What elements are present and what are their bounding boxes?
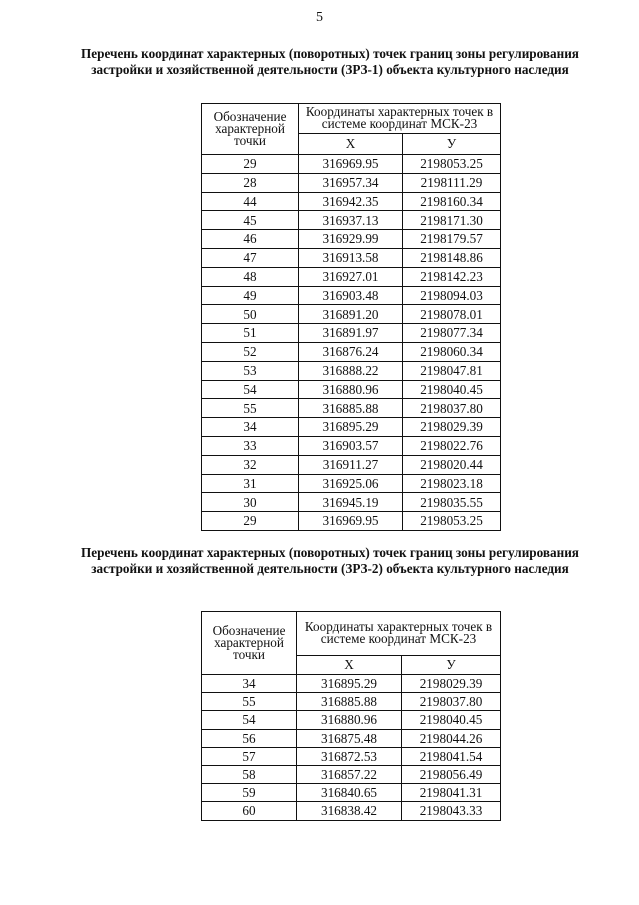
point-id-cell: 54 — [202, 380, 299, 399]
table-row — [202, 747, 501, 765]
point-id-cell: 32 — [202, 455, 299, 474]
x-coordinate-cell: 316969.95 — [299, 512, 403, 531]
coordinates-table-zrz2 — [201, 611, 501, 821]
x-coordinate-cell: 316857.22 — [297, 765, 402, 783]
table-row — [202, 693, 501, 711]
table-row — [202, 765, 501, 783]
table-row — [202, 173, 501, 192]
point-id-cell: 54 — [202, 711, 297, 729]
point-id-cell: 55 — [202, 693, 297, 711]
section-title-zrz2: Перечень координат характерных (поворотных) точек границ зоны регулирования застройки и хозяйственной деятельности (ЗРЗ-2) объекта культурного наследия — [81, 545, 579, 576]
x-coordinate-cell: 316903.48 — [299, 286, 403, 305]
point-id-cell: 45 — [202, 211, 299, 230]
x-coordinate-cell: 316937.13 — [299, 211, 403, 230]
y-coordinate-cell: 2198044.26 — [402, 729, 501, 747]
point-id-cell: 60 — [202, 802, 297, 820]
point-id-cell: 29 — [202, 155, 299, 174]
point-id-cell: 47 — [202, 248, 299, 267]
header-y: У — [403, 133, 501, 154]
x-coordinate-cell: 316888.22 — [299, 361, 403, 380]
x-coordinate-cell: 316969.95 — [299, 155, 403, 174]
y-coordinate-cell: 2198029.39 — [403, 418, 501, 437]
header-point-designation: Обозначение характерной точки — [202, 104, 299, 155]
y-coordinate-cell: 2198060.34 — [403, 342, 501, 361]
y-coordinate-cell: 2198053.25 — [403, 155, 501, 174]
table-row — [202, 436, 501, 455]
header-y: У — [402, 655, 501, 674]
table-row — [202, 192, 501, 211]
header-coordinates: Координаты характерных точек в системе координат МСК-23 — [297, 612, 501, 656]
x-coordinate-cell: 316885.88 — [299, 399, 403, 418]
header-coordinates: Координаты характерных точек в системе координат МСК-23 — [299, 104, 501, 134]
point-id-cell: 59 — [202, 784, 297, 802]
table-row — [202, 248, 501, 267]
y-coordinate-cell: 2198041.31 — [402, 784, 501, 802]
x-coordinate-cell: 316945.19 — [299, 493, 403, 512]
x-coordinate-cell: 316885.88 — [297, 693, 402, 711]
y-coordinate-cell: 2198094.03 — [403, 286, 501, 305]
point-id-cell: 48 — [202, 267, 299, 286]
table-row — [202, 512, 501, 531]
table-row — [202, 784, 501, 802]
point-id-cell: 57 — [202, 747, 297, 765]
y-coordinate-cell: 2198171.30 — [403, 211, 501, 230]
x-coordinate-cell: 316880.96 — [297, 711, 402, 729]
y-coordinate-cell: 2198041.54 — [402, 747, 501, 765]
point-id-cell: 33 — [202, 436, 299, 455]
coordinates-table-zrz1 — [201, 103, 501, 531]
table-row — [202, 802, 501, 820]
x-coordinate-cell: 316840.65 — [297, 784, 402, 802]
y-coordinate-cell: 2198037.80 — [403, 399, 501, 418]
y-coordinate-cell: 2198053.25 — [403, 512, 501, 531]
point-id-cell: 31 — [202, 474, 299, 493]
x-coordinate-cell: 316891.97 — [299, 324, 403, 343]
x-coordinate-cell: 316876.24 — [299, 342, 403, 361]
page-number: 5 — [316, 10, 323, 25]
point-id-cell: 58 — [202, 765, 297, 783]
y-coordinate-cell: 2198148.86 — [403, 248, 501, 267]
x-coordinate-cell: 316891.20 — [299, 305, 403, 324]
table-row — [202, 675, 501, 693]
point-id-cell: 28 — [202, 173, 299, 192]
table-row — [202, 729, 501, 747]
table-row — [202, 493, 501, 512]
y-coordinate-cell: 2198029.39 — [402, 675, 501, 693]
x-coordinate-cell: 316838.42 — [297, 802, 402, 820]
table-row — [202, 286, 501, 305]
table-row — [202, 399, 501, 418]
x-coordinate-cell: 316913.58 — [299, 248, 403, 267]
table-row — [202, 380, 501, 399]
x-coordinate-cell: 316880.96 — [299, 380, 403, 399]
x-coordinate-cell: 316872.53 — [297, 747, 402, 765]
y-coordinate-cell: 2198056.49 — [402, 765, 501, 783]
y-coordinate-cell: 2198040.45 — [403, 380, 501, 399]
y-coordinate-cell: 2198020.44 — [403, 455, 501, 474]
point-id-cell: 53 — [202, 361, 299, 380]
x-coordinate-cell: 316957.34 — [299, 173, 403, 192]
y-coordinate-cell: 2198142.23 — [403, 267, 501, 286]
x-coordinate-cell: 316942.35 — [299, 192, 403, 211]
y-coordinate-cell: 2198077.34 — [403, 324, 501, 343]
table-row — [202, 342, 501, 361]
y-coordinate-cell: 2198037.80 — [402, 693, 501, 711]
y-coordinate-cell: 2198111.29 — [403, 173, 501, 192]
y-coordinate-cell: 2198040.45 — [402, 711, 501, 729]
header-x: Х — [299, 133, 403, 154]
table-row — [202, 230, 501, 249]
point-id-cell: 29 — [202, 512, 299, 531]
table-body-zrz1 — [202, 155, 501, 531]
point-id-cell: 56 — [202, 729, 297, 747]
point-id-cell: 50 — [202, 305, 299, 324]
table-row — [202, 455, 501, 474]
table-row — [202, 418, 501, 437]
y-coordinate-cell: 2198160.34 — [403, 192, 501, 211]
x-coordinate-cell: 316875.48 — [297, 729, 402, 747]
x-coordinate-cell: 316895.29 — [299, 418, 403, 437]
table-row — [202, 155, 501, 174]
y-coordinate-cell: 2198047.81 — [403, 361, 501, 380]
y-coordinate-cell: 2198022.76 — [403, 436, 501, 455]
x-coordinate-cell: 316895.29 — [297, 675, 402, 693]
table-row — [202, 711, 501, 729]
header-x: Х — [297, 655, 402, 674]
point-id-cell: 34 — [202, 418, 299, 437]
table-body-zrz2 — [202, 675, 501, 821]
y-coordinate-cell: 2198179.57 — [403, 230, 501, 249]
y-coordinate-cell: 2198078.01 — [403, 305, 501, 324]
point-id-cell: 49 — [202, 286, 299, 305]
table-row — [202, 305, 501, 324]
table-row — [202, 474, 501, 493]
section-title-zrz1: Перечень координат характерных (поворотных) точек границ зоны регулирования застройки и хозяйственной деятельности (ЗРЗ-1) объекта культурного наследия — [81, 46, 579, 77]
table-row — [202, 324, 501, 343]
y-coordinate-cell: 2198023.18 — [403, 474, 501, 493]
point-id-cell: 34 — [202, 675, 297, 693]
point-id-cell: 46 — [202, 230, 299, 249]
point-id-cell: 30 — [202, 493, 299, 512]
x-coordinate-cell: 316903.57 — [299, 436, 403, 455]
point-id-cell: 52 — [202, 342, 299, 361]
y-coordinate-cell: 2198035.55 — [403, 493, 501, 512]
y-coordinate-cell: 2198043.33 — [402, 802, 501, 820]
table-row — [202, 267, 501, 286]
point-id-cell: 51 — [202, 324, 299, 343]
x-coordinate-cell: 316925.06 — [299, 474, 403, 493]
header-point-designation: Обозначение характерной точки — [202, 612, 297, 675]
point-id-cell: 44 — [202, 192, 299, 211]
point-id-cell: 55 — [202, 399, 299, 418]
x-coordinate-cell: 316911.27 — [299, 455, 403, 474]
x-coordinate-cell: 316929.99 — [299, 230, 403, 249]
x-coordinate-cell: 316927.01 — [299, 267, 403, 286]
table-row — [202, 211, 501, 230]
table-row — [202, 361, 501, 380]
